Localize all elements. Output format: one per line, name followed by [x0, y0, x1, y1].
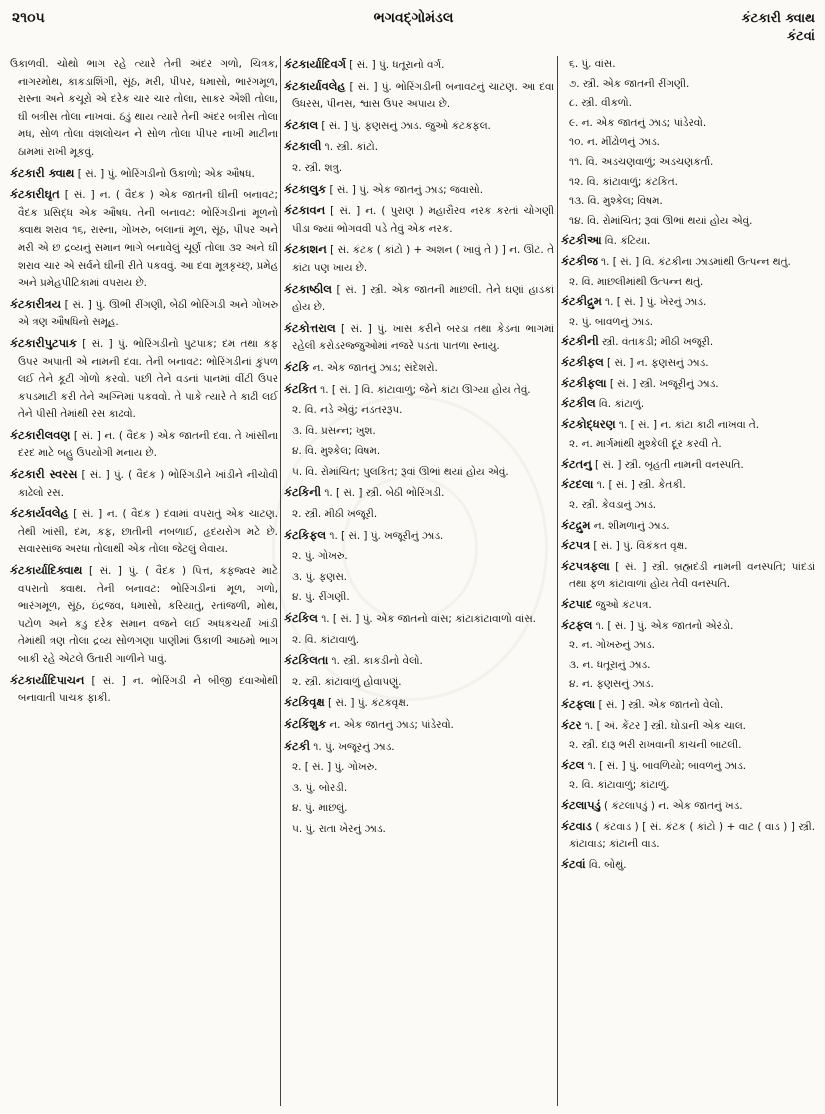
- dictionary-entry: [561, 856, 815, 875]
- definition-text: ૧. [ સં. ] પું. ખેરનું ઝાડ.: [601, 296, 707, 309]
- definition-text: ૨. સ્ત્રી. દારૂ ભરી રાખવાની કાચની બાટલી.: [569, 739, 742, 752]
- definition-text: ૧. [ સં. ] પું. એક જાતનો એરંડો.: [592, 619, 734, 632]
- headword: કંટપત્રફલા: [561, 558, 610, 573]
- dictionary-entry: [561, 797, 815, 816]
- definition-text: ૭. સ્ત્રી. એક જાતની રીંગણી.: [569, 77, 690, 90]
- headword: કંટકારીપુટપાક: [10, 335, 77, 350]
- headword: કંટદ્રુમ: [561, 517, 591, 532]
- sense-line: [284, 506, 554, 524]
- sense-line: [284, 464, 554, 482]
- definition-text: [ સં. ] સ્ત્રી. બ્રહ્મદંડી નામની વનસ્પતિ; પાંદડાં તથા ફળ કાંટાવાળાં હોય તેવી વનસ્પતિ.: [569, 560, 815, 591]
- definition-text: જુઓ કંટપત્ર.: [592, 599, 652, 612]
- dictionary-entry: [561, 757, 815, 776]
- dictionary-entry: [561, 717, 815, 736]
- headword: કંટકાર્યાવલેહ: [284, 78, 346, 93]
- definition-text: ૨. સ્ત્રી. કેવડાનું ઝાડ.: [569, 499, 657, 512]
- definition-text: ૧૪. વિ. રોમાંચિત; રૂવાં ઊભાં થયાં હોય એવું.: [569, 214, 753, 227]
- definition-text: ( કંટલાપડું ) ન. એક જાતનું ખડ.: [600, 799, 743, 812]
- sense-line: [284, 160, 554, 178]
- headword: કંટકાલ: [284, 117, 319, 132]
- dictionary-entry: [284, 117, 554, 136]
- definition-text: ૩. પું. ફણસ.: [292, 570, 348, 583]
- dictionary-entry: [561, 232, 815, 251]
- definition-text: ૨. વિ. માછલીમાંથી ઉત્પન્ન થતું.: [569, 275, 704, 288]
- dictionary-entry: [284, 527, 554, 546]
- definition-text: ૨. સ્ત્રી. કાંટાવાળું હોવાપણું.: [292, 675, 402, 688]
- definition-text: ૩. ન. ધતૂરાનું ઝાડ.: [569, 658, 651, 671]
- dictionary-entry: [284, 381, 554, 400]
- headword: કંટકિફલ: [284, 527, 327, 542]
- dictionary-entry: [284, 610, 554, 629]
- definition-text: ૨. સ્ત્રી. શત્રુ.: [292, 161, 343, 174]
- definition-text: ૩. વિ. પ્રસન્ન; ખુશ.: [292, 424, 376, 437]
- sense-line: [284, 569, 554, 587]
- definition-text: [ સં. ] પું. ખાસ કરીને બરડા તથા કેડના ભાગમાં રહેલી કરોડરજ્જુઓમાં નજરે પડતા પાતળા સ્નાયુ.: [292, 322, 554, 353]
- dictionary-entry: [10, 505, 278, 559]
- headword: કંટકારીઘૃત: [10, 187, 60, 202]
- dictionary-entry: [10, 466, 278, 502]
- definition-text: [ સં. ] ન. ( પુરાણ ) મહારૌરવ નરક કરતાં ચોગણી પીડા જ્યાં ભોગવવી પડે તેવું એક નરક.: [292, 205, 554, 235]
- headword: કંટકીઆ: [561, 233, 602, 248]
- definition-text: ૫. પું. રાતા ખેરનું ઝાડ.: [292, 822, 386, 835]
- dictionary-entry: [561, 617, 815, 636]
- guide-word-last: કંટવાં: [786, 29, 815, 44]
- headword: કંટકિ: [284, 359, 310, 374]
- definition-text: વિ. કંટિયા.: [601, 235, 651, 248]
- page-body: [10, 56, 815, 1106]
- definition-text: [ સં. ] પું. ( વૈદક ) ભોરિંગડીને ખાંડીને નીચોવી કાઢેલો રસ.: [18, 469, 278, 499]
- definition-text: ૧. [ સં. ] પું. એક જાતનો વાંસ; કાંટાકાંટાવાળો વાંસ.: [317, 613, 536, 626]
- headword: કંટકિત: [284, 381, 317, 396]
- headword: કંટકારી ક્વાથ: [10, 165, 75, 180]
- definition-text: [ સં. ] ન. ( વૈદક ) એક જાતની દવા. તે ખાંસીના દરદ માટે બહુ ઉપયોગી મનાય છે.: [18, 429, 278, 460]
- dictionary-entry: [284, 738, 554, 757]
- definition-text: [ સં. ] પું. ભોરિંગડીનો ઉકાળો; એક ઔષધ.: [74, 167, 255, 180]
- headword: કંટકિની: [284, 485, 322, 500]
- headword: કંટકાર્યાદિક્વાથ: [10, 563, 83, 578]
- definition-text: ૨. વિ. નડે એવું; નડતરરૂપ.: [292, 404, 403, 417]
- dictionary-entry: [561, 696, 815, 715]
- guide-words: [741, 10, 815, 46]
- dictionary-entry: [561, 517, 815, 536]
- dictionary-entry: [284, 181, 554, 200]
- definition-text: ૬. પું. વાંસ.: [569, 58, 616, 70]
- definition-text: ૧. [ સં. ] સ્ત્રી. કેતકી.: [593, 479, 686, 492]
- sense-line: [561, 213, 815, 231]
- sense-line: [561, 76, 815, 94]
- definition-text: ન. એક જાતનું ઝાડ; પાંડેરવો.: [326, 719, 454, 731]
- headword: કંટકાર્યવલેહ: [10, 506, 69, 521]
- page-header: [12, 10, 815, 50]
- definition-text: [ સં. કંટક ( કાંટો ) + અશન ( ખાવું તે ) ] ન. ઊંટ. તે કાંટા પણ ખાય છે.: [292, 244, 554, 274]
- definition-text: [ સં. ] પું. ફણસનું ઝાડ. જુઓ કંટકફલ.: [318, 119, 491, 132]
- headword: કંટકીદ્રુમ: [561, 294, 602, 309]
- headword: કંટલાપડું: [561, 797, 601, 812]
- dictionary-entry: [10, 335, 278, 424]
- dictionary-entry: [561, 395, 815, 414]
- dictionary-entry: [284, 320, 554, 356]
- definition-text: [ સં. ] ન. ફણસનું ઝાડ.: [603, 356, 709, 369]
- dictionary-entry: [561, 476, 815, 495]
- column-left: [10, 56, 278, 1106]
- sense-line: [284, 780, 554, 798]
- dictionary-entry: [284, 484, 554, 503]
- headword: કંટવાં: [561, 856, 586, 871]
- dictionary-entry: [561, 354, 815, 373]
- sense-line: [561, 777, 815, 795]
- definition-text: ૧. [ સં. ] વિ. કાંટાવાળું; જેને કાંટા ઊગ્યા હોય તેવું.: [316, 383, 531, 396]
- headword: કંટદલા: [561, 477, 594, 492]
- sense-line: [284, 423, 554, 441]
- sense-line: [561, 154, 815, 172]
- definition-text: ૧. [ સં. ] સ્ત્રી. બેઠી ભોરિંગડી.: [321, 487, 445, 500]
- guide-word-first: કંટકારી ક્વાથ: [741, 11, 815, 26]
- headword: કંટકીફલ: [561, 354, 604, 369]
- sense-line: [561, 676, 815, 694]
- headword: કંટકિંશુક: [284, 717, 327, 731]
- dictionary-entry: [10, 186, 278, 293]
- dictionary-entry: [10, 56, 278, 162]
- headword: કંટકાશન: [284, 242, 327, 257]
- sense-line: [284, 402, 554, 420]
- dictionary-entry: [284, 56, 554, 75]
- dictionary-entry: [561, 375, 815, 394]
- definition-text: ૨. વિ. કાંટાવાળું.: [292, 633, 360, 646]
- definition-text: [ સં. ] પું. ધતૂરાનો વર્ગ.: [345, 59, 445, 71]
- definition-text: ૧. પું. ખજૂરનું ઝાડ.: [309, 740, 395, 753]
- definition-text: [ સં. ] સ્ત્રી. બૃહતી નામની વનસ્પતિ.: [591, 458, 744, 471]
- column-middle: [284, 56, 554, 1106]
- dictionary-entry: [10, 165, 278, 184]
- definition-text: ૧૦. ન. મીંઢોળનું ઝાડ.: [569, 136, 660, 149]
- definition-text: [ સં. ] ન. ( વૈદક ) એક જાતની ઘીની બનાવટ; વૈદક પ્રસિદ્ધ એક ઔષધ. તેની બનાવટ: ભોરિંગડીનાં મૂળનો ક્વાથ શરાવ ૧૬, રાસ્ના, ગોખરુ, બલાનાં મૂળ, સૂંઠ, પીપર અને મરી એ છ દ્રવ્યનું સમાન ભાગે બનાવેલું ચૂર્ણ તોલા ૩૨ અને ઘી શરાવ ચાર એ સર્વને ઘીની રીતે પકવવું. આ દવા મૂત્રકૃચ્છ્, પ્રમેહ અને પ્રમેહપીટિકામાં વપરાય છે.: [18, 189, 278, 290]
- definition-text: ૨. પું. બાવળનું ઝાડ.: [569, 315, 654, 328]
- headword: કંટકીજ: [561, 253, 598, 268]
- dictionary-entry: [561, 818, 815, 854]
- headword: કંટકારી સ્વરસ: [10, 467, 78, 482]
- sense-line: [561, 657, 815, 675]
- headword: કંટફલ: [561, 617, 593, 632]
- dictionary-entry: [10, 427, 278, 463]
- definition-text: ૧. [ સં. ] વિ. કંટકીના ઝાડમાંથી ઉત્પન્ન થતું.: [597, 255, 791, 268]
- definition-text: ૧૩. વિ. મુશ્કેલ; વિષમ.: [569, 195, 663, 208]
- headword: કંટફલા: [561, 697, 596, 711]
- definition-text: ૧. [ સં. ] પું. બાવળિયો; બાવળનું ઝાડ.: [584, 759, 747, 772]
- headword: કંટકોત્તરાલ: [284, 320, 336, 335]
- headword: કંટવાડ: [561, 818, 592, 833]
- headword: કંટતનુ: [561, 456, 592, 471]
- definition-text: ૩. પું. બોરડી.: [292, 781, 348, 794]
- definition-text: ૨. [ સં. ] પું. ગોખરુ.: [292, 761, 378, 774]
- definition-text: [ સં. ] સ્ત્રી. ખજૂરીનું ઝાડ.: [606, 377, 719, 390]
- definition-text: [ સં. ] ન. ભોરિંગડી ને બીજી દવાઓથી બનાવાતી પાચક ફાકી.: [18, 674, 278, 705]
- dictionary-entry: [561, 253, 815, 272]
- definition-text: [ સં. ] પું. ( વૈદક ) પિત્ત, કફજ્વર માટે વપરાતો ક્વાથ. તેની બનાવટ: ભોરિંગડીનાં મૂળ, ગળો, ભારંગમૂળ, સૂંઠ, ઇંદ્રજવ, ધમાસો, કરિયાતું, રતાંજળી, મોથ, પટોળ અને કડુ દરેક સમાન વજને લઈ અધકચર્યાં ખાંડી તેમાંથી ત્રણ તોલા દ્રવ્ય સોળગણા પાણીમાં ઉકાળી આઠમો ભાગ બાકી રહે એટલે ઉતારી ગાળીને પાવું.: [18, 565, 278, 665]
- dictionary-entry: [10, 672, 278, 708]
- headword: કંટકિવૃક્ષ: [284, 695, 325, 710]
- dictionary-entry: [561, 416, 815, 435]
- dictionary-entry: [561, 293, 815, 312]
- dictionary-entry: [284, 694, 554, 713]
- sense-line: [561, 115, 815, 133]
- definition-text: [ સં. ] પું. ભોરિંગડીનો પુટપાક; દમ તથા કફ ઉપર અપાતી એ નામની દવા. તેની બનાવટ: ભોરિંગડીનાં કુંપળ લઈ તેને કૂટી ગોળો કરવો. પછી તેને વડનાં પાનમાં વીંટી ઉપર કપડમાટી કરી તેને અગ્નિમાં પકવવો. તે પાકે ત્યારે તે કાઢી લઈ તેને પીસી તેમાંથી રસ કાઢવો.: [18, 337, 278, 421]
- sense-line: [561, 274, 815, 292]
- definition-text: ૯. ન. એક જાતનું ઝાડ; પાંડેરવો.: [569, 116, 707, 129]
- definition-text: [ સં. ] ન. ( વૈદક ) દવામાં વપરાતું એક ચાટણ. તેથી ખાંસી, દમ, કફ, છાતીની નબળાઈ, હૃદયરોગ મટે છે. સવારસાંજ અરધા તોલાથી એક તોલા જેટલું લેવાય.: [18, 508, 278, 556]
- headword: કંટકીની: [561, 334, 599, 349]
- definition-text: ૪. ન. ફણસનું ઝાડ.: [569, 678, 654, 691]
- definition-text: ન. શીમળાનું ઝાડ.: [590, 519, 670, 532]
- definition-text: ૧. સ્ત્રી. કાંટો.: [321, 141, 379, 154]
- sense-line: [284, 443, 554, 461]
- headword: કંટકિલતા: [284, 653, 329, 668]
- headword: કંટકાલુક: [284, 181, 327, 196]
- definition-text: ૧૨. વિ. કાંટાવાળું; કંટકિત.: [569, 175, 678, 188]
- page-number: ૨૧૦૫: [12, 10, 45, 26]
- column-right: [561, 56, 815, 1106]
- sense-line: [561, 314, 815, 332]
- headword: કંટકાષ્ઠીલ: [284, 281, 332, 296]
- definition-text: [ સં. ] સ્ત્રી. એક જાતનો વેલો.: [595, 699, 724, 711]
- dictionary-entry: [10, 562, 278, 669]
- headword: કંટકીફલા: [561, 375, 607, 390]
- sense-line: [284, 632, 554, 650]
- dictionary-entry: [561, 558, 815, 594]
- headword: કંટકાવન: [284, 203, 326, 218]
- dictionary-entry: [561, 596, 815, 615]
- sense-line: [284, 800, 554, 818]
- dictionary-entry: [284, 241, 554, 277]
- dictionary-entry: [284, 138, 554, 157]
- definition-text: ન. એક જાતનું ઝાડ; સંદેશરો.: [309, 361, 438, 374]
- headword: કંટકાર્યાદિવર્ગ: [284, 57, 346, 71]
- sense-line: [561, 436, 815, 454]
- definition-text: સ્ત્રી. વંતાકડી; મીઠી ખજૂરી.: [598, 336, 714, 349]
- sense-line: [561, 737, 815, 755]
- definition-text: ૧. [ અં. કેંટર ] સ્ત્રી. ઘોડાની એક ચાલ.: [581, 719, 746, 732]
- definition-text: ૧. સ્ત્રી. કાકડીનો વેલો.: [328, 655, 423, 668]
- definition-text: ૨. પું. ગોખરુ.: [292, 550, 348, 563]
- headword: કંટકારીલવણ: [10, 427, 71, 442]
- sense-line: [284, 548, 554, 566]
- definition-text: [ સં. ] પું. ઊભી રીંગણી, બેઠી ભોરિંગડી અને ગોખરુ એ ત્રણ ઔષધિનો સમૂહ.: [18, 298, 278, 329]
- dictionary-entry: [284, 716, 554, 735]
- dictionary-entry: [284, 652, 554, 671]
- sense-line: [284, 821, 554, 839]
- definition-text: વિ. બોથું.: [585, 858, 627, 871]
- headword: કંટપાદ: [561, 597, 593, 612]
- sense-line: [561, 56, 815, 74]
- sense-line: [284, 759, 554, 777]
- sense-line: [561, 134, 815, 152]
- dictionary-entry: [10, 296, 278, 332]
- definition-text: ૨. સ્ત્રી. મીઠી ખજૂરી.: [292, 508, 378, 521]
- dictionary-entry: [561, 537, 815, 556]
- sense-line: [284, 674, 554, 692]
- definition-text: ૪. પું. રીંગણી.: [292, 591, 350, 604]
- sense-line: [561, 637, 815, 655]
- dictionary-entry: [284, 78, 554, 114]
- definition-text: [ સં. ] પું. એક જાતનું ઝાડ; જવાસો.: [326, 183, 484, 196]
- definition-text: [ સં. ] સ્ત્રી. એક જાતની માછલી. તેને ઘણાં હાડકાં હોય છે.: [292, 283, 554, 314]
- headword: કંટલ: [561, 757, 585, 772]
- definition-text: ૨. વિ. કાંટાવાળું; કાંટાળું.: [569, 779, 670, 792]
- headword: કંટકાર્યાદિપાચન: [10, 672, 85, 687]
- definition-text: ૪. પું. માછલું.: [292, 802, 348, 815]
- definition-text: [ સં. ] પું. ભોરિંગડીની બનાવટનું ચાટણ. આ દવા ઉધરસ, પીનસ, શ્વાસ ઉપર અપાય છે.: [292, 80, 554, 111]
- definition-text: ૫. વિ. રોમાંચિત; પુલકિત; રૂવાં ઊભાં થયાં હોય એવું.: [292, 465, 509, 478]
- sense-line: [284, 589, 554, 607]
- definition-text: ( કંટવાડ ) [ સં. કંટક ( કાંટો ) + વાટ ( વાડ ) ] સ્ત્રી. કાંટાવાડ; કાંટાની વાડ.: [569, 820, 815, 851]
- sense-line: [561, 497, 815, 515]
- dictionary-entry: [284, 359, 554, 378]
- headword: કંટકારીત્રય: [10, 296, 61, 311]
- definition-text: ઉકાળવી. ચોથો ભાગ રહે ત્યારે તેની અંદર ગળો, ચિત્રક, નાગરમોથ, કાકડાશિંગી, સૂંઠ, મરી, પીપર, ધમાસો, ભારંગમૂળ, રાસ્ના અને કચૂરો એ દરેક ચાર ચાર તોલા, સાકર એંશી તોલા, ઘી બત્રીસ તોલા નાખવાં. ઠંડું થાય ત્યારે તેની અંદર બત્રીસ તોલા મધ, સોળ તોલા વંશલોચન ને સોળ તોલા પીપર નાખી માટીના ઠામમાં રાખી મૂકવું.: [10, 58, 278, 158]
- definition-text: [ સં. ] પું. વિકંકત વૃક્ષ.: [590, 540, 688, 553]
- definition-text: ૧. [ સં. ] ન. કાંટા કાઢી નાખવા તે.: [615, 418, 760, 431]
- sense-line: [561, 95, 815, 113]
- definition-text: ૪. વિ. મુશ્કેલ; વિષમ.: [292, 445, 381, 458]
- dictionary-entry: [284, 281, 554, 317]
- dictionary-entry: [284, 202, 554, 238]
- sense-line: [561, 193, 815, 211]
- definition-text: વિ. કાંટાળું.: [595, 398, 645, 411]
- headword: કંટકાલી: [284, 139, 322, 154]
- definition-text: ૨. ન. ગોખરુનું ઝાડ.: [569, 639, 655, 652]
- headword: કંટકિલ: [284, 611, 318, 626]
- definition-text: ૮. સ્ત્રી. વીકળો.: [569, 97, 632, 110]
- definition-text: [ સં. ] પું. કંટકવૃક્ષ.: [324, 697, 410, 710]
- headword: કંટકી: [284, 738, 310, 753]
- headword: કંટકોદ્ધરણ: [561, 416, 616, 431]
- definition-text: ૧૧. વિ. અડચણવાળું; અડચણકર્તા.: [569, 155, 714, 168]
- definition-text: ૨. ન. માર્ગમાંથી મુશ્કેલી દૂર કરવી તે.: [569, 438, 722, 451]
- definition-text: ૧. [ સં. ] પું. ખજૂરીનું ઝાડ.: [326, 529, 444, 542]
- headword: કંટપત્ર: [561, 538, 591, 553]
- headword: કંટકીલ: [561, 396, 596, 411]
- sense-line: [561, 174, 815, 192]
- dictionary-entry: [561, 333, 815, 352]
- headword: કંટર: [561, 717, 582, 732]
- dictionary-entry: [561, 456, 815, 475]
- dictionary-title: ભગવદ્ગોમંડલ: [373, 10, 454, 26]
